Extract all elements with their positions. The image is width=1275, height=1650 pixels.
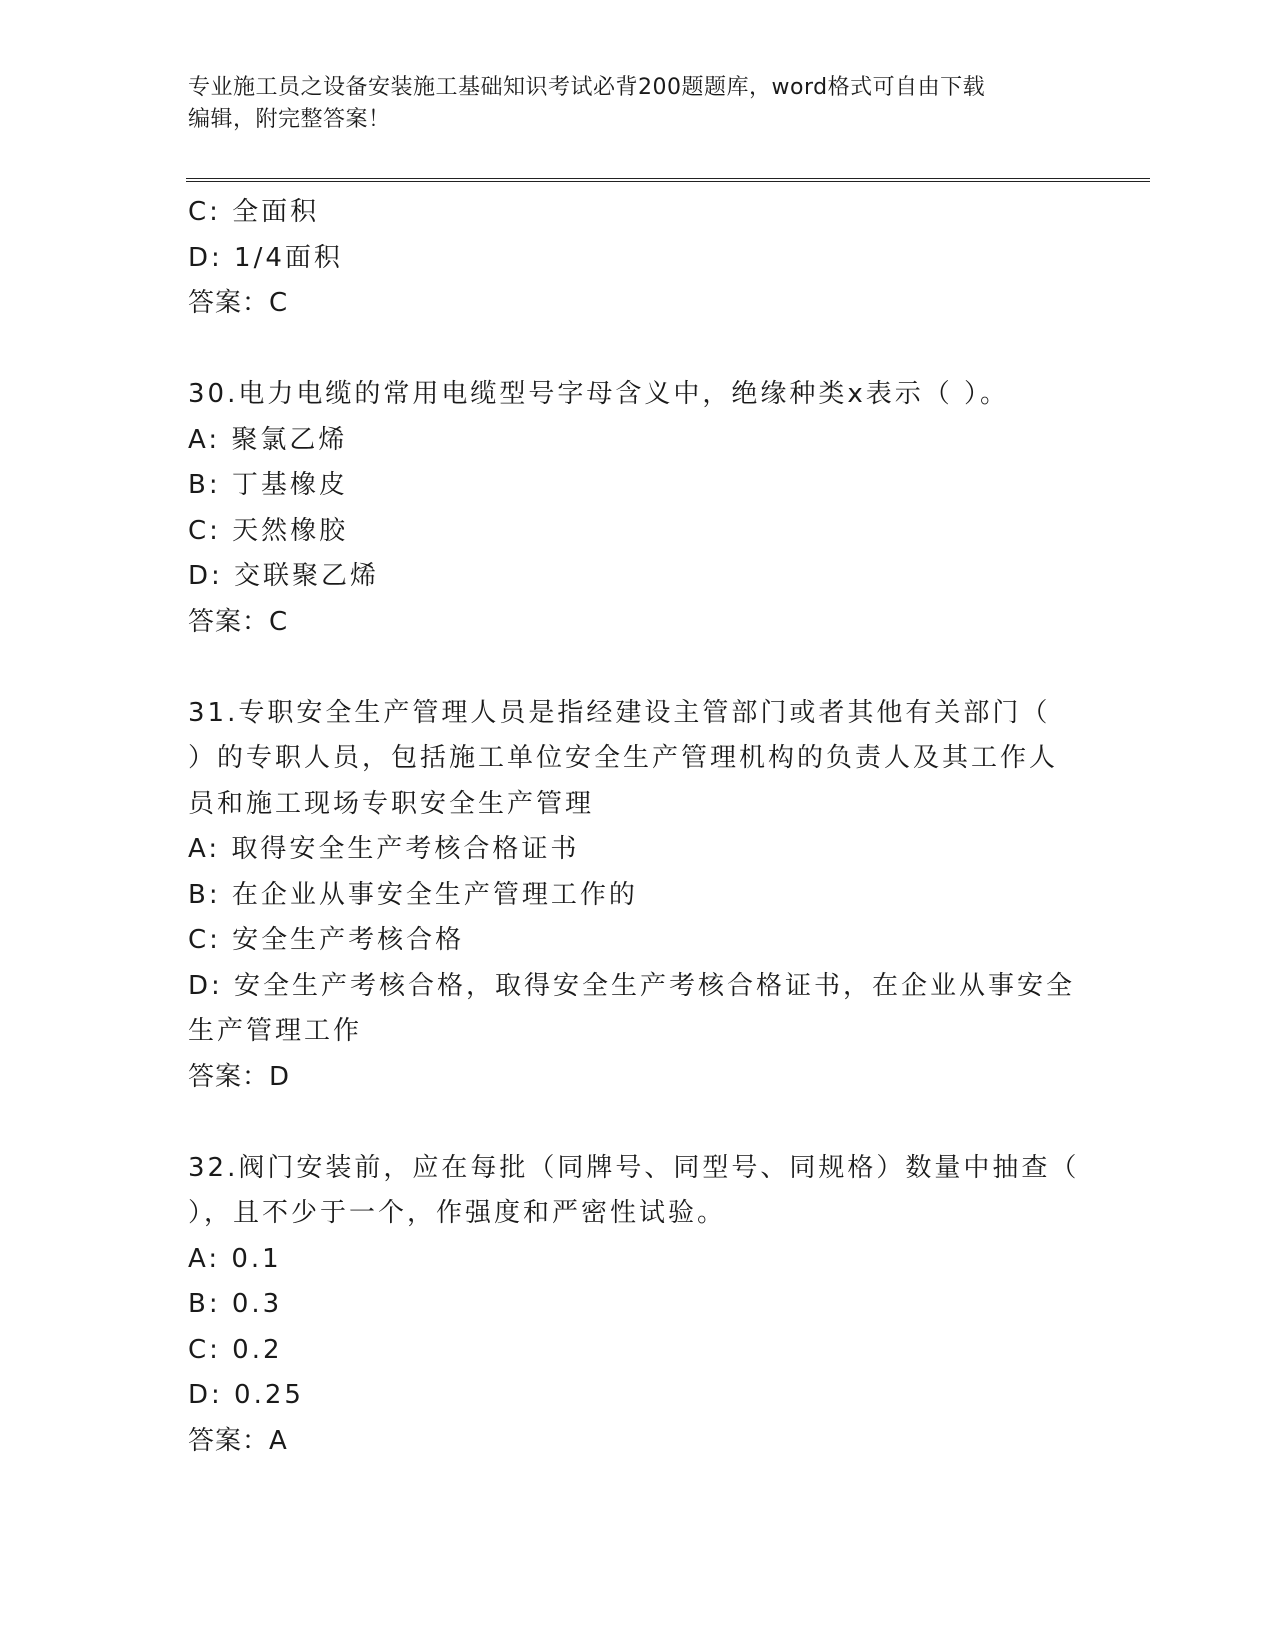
- question-30: [188, 372, 1088, 645]
- header-line-1: 专业施工员之设备安装施工基础知识考试必背200题题库，word格式可自由下载: [188, 75, 986, 100]
- answer: 答案：A: [188, 1425, 288, 1456]
- page-header: [188, 72, 1068, 136]
- answer: 答案：C: [188, 288, 289, 318]
- option: C: 天然橡胶: [188, 515, 349, 546]
- spacer: [188, 1100, 1088, 1146]
- answer: 答案：D: [188, 1061, 291, 1092]
- document-body: [188, 190, 1088, 1464]
- option-continuation: 生产管理工作: [188, 1016, 363, 1046]
- question-stem: 32.阀门安装前，应在每批（同牌号、同型号、同规格）数量中抽查（: [188, 1152, 1080, 1183]
- question-32: [188, 1146, 1088, 1465]
- option: C: 安全生产考核合格: [188, 925, 465, 955]
- spacer: [188, 327, 1088, 373]
- option: B: 0.3: [188, 1289, 283, 1319]
- question-stem: ）的专职人员，包括施工单位安全生产管理机构的负责人及其工作人: [188, 743, 1059, 773]
- option: D: 安全生产考核合格，取得安全生产考核合格证书，在企业从事安全: [188, 970, 1076, 1001]
- question-stem: 员和施工现场专职安全生产管理: [188, 788, 595, 819]
- option: C: 0.2: [188, 1334, 283, 1365]
- spacer: [188, 645, 1088, 691]
- option: A: 聚氯乙烯: [188, 424, 348, 455]
- question-31: [188, 691, 1088, 1101]
- option: B: 在企业从事安全生产管理工作的: [188, 879, 638, 910]
- header-divider: [186, 178, 1150, 182]
- question-stem: 30.电力电缆的常用电缆型号字母含义中，绝缘种类x表示（ ）。: [188, 379, 1010, 409]
- option: A: 0.1: [188, 1243, 282, 1274]
- question-stem: 31.专职安全生产管理人员是指经建设主管部门或者其他有关部门（: [188, 697, 1051, 728]
- option: D: 0.25: [188, 1380, 304, 1410]
- option: D: 交联聚乙烯: [188, 561, 380, 591]
- option: A: 取得安全生产考核合格证书: [188, 834, 580, 864]
- continued-question: [188, 190, 1088, 327]
- header-line-2: 编辑，附完整答案！: [188, 107, 391, 132]
- answer: 答案：C: [188, 606, 289, 637]
- option: C: 全面积: [188, 197, 320, 227]
- option: D: 1/4面积: [188, 242, 343, 273]
- option: B: 丁基橡皮: [188, 470, 348, 500]
- question-stem: ），且不少于一个，作强度和严密性试验。: [188, 1198, 727, 1228]
